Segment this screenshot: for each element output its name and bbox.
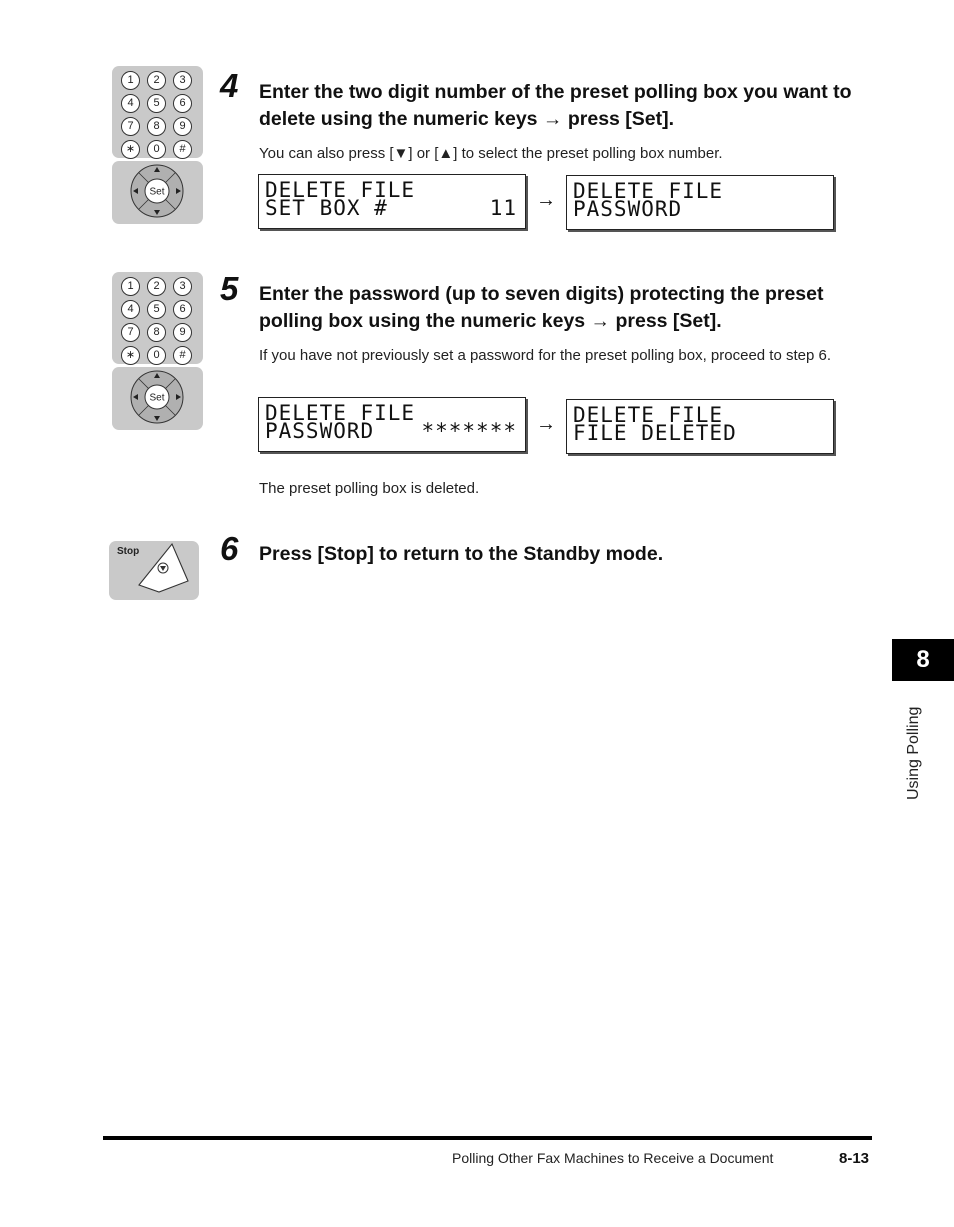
step-5-note: The preset polling box is deleted.	[259, 480, 480, 497]
key-star: ∗	[121, 346, 140, 365]
stop-button-illustration	[109, 541, 199, 600]
numeric-keypad-illustration	[112, 66, 203, 158]
step-4-body: You can also press [▼] or [▲] to select the preset polling box number.	[259, 145, 723, 162]
key-1: 1	[121, 277, 140, 296]
lcd-line-2: FILE DELETED	[573, 421, 737, 445]
set-dial-icon	[112, 161, 203, 224]
numeric-keypad-illustration	[112, 272, 203, 364]
step-6-heading: Press [Stop] to return to the Standby mode.	[259, 543, 664, 565]
chapter-side-label: Using Polling	[905, 706, 922, 800]
lcd-value: 11	[489, 196, 517, 220]
key-9: 9	[173, 117, 192, 136]
key-0: 0	[147, 140, 166, 159]
key-6: 6	[173, 300, 192, 319]
step-5-number: 5	[220, 270, 239, 307]
lcd-line-1: DELETE FILE	[265, 178, 416, 202]
lcd-line-2: PASSWORD	[573, 197, 683, 221]
key-7: 7	[121, 117, 140, 136]
key-hash: #	[173, 140, 192, 159]
key-9: 9	[173, 323, 192, 342]
lcd-line-1: DELETE FILE	[265, 401, 416, 425]
step-6-number: 6	[220, 530, 239, 567]
chapter-tab: 8	[892, 639, 954, 681]
key-8: 8	[147, 323, 166, 342]
arrow-icon: →	[536, 189, 556, 211]
key-1: 1	[121, 71, 140, 90]
key-5: 5	[147, 300, 166, 319]
step-5-heading: Enter the password (up to seven digits) protecting the preset polling box using the numeric keys → press [Set].	[259, 283, 824, 332]
arrow-icon: →	[536, 413, 556, 435]
key-2: 2	[147, 71, 166, 90]
key-hash: #	[173, 346, 192, 365]
key-7: 7	[121, 323, 140, 342]
key-3: 3	[173, 277, 192, 296]
lcd-screen-file-deleted	[566, 399, 834, 454]
lcd-screen-delete-file-set-box	[258, 174, 526, 229]
step-4-heading: Enter the two digit number of the preset polling box you want to delete using the numeric keys → press [Set].	[259, 81, 852, 130]
lcd-screen-delete-file-password	[566, 175, 834, 230]
set-button-illustration	[112, 367, 203, 430]
page-number: 8-13	[839, 1150, 870, 1167]
step-4-number: 4	[220, 67, 239, 104]
lcd-line-2: SET BOX #	[265, 196, 388, 220]
set-dial-icon	[112, 367, 203, 430]
set-button-illustration	[112, 161, 203, 224]
lcd-line-1: DELETE FILE	[573, 179, 724, 203]
set-label: Set	[149, 392, 165, 404]
step-5-body: If you have not previously set a password for the preset polling box, proceed to step 6.	[259, 347, 831, 364]
lcd-screen-delete-file-password-entry	[258, 397, 526, 452]
key-0: 0	[147, 346, 166, 365]
key-6: 6	[173, 94, 192, 113]
key-star: ∗	[121, 140, 140, 159]
lcd-line-1: DELETE FILE	[573, 403, 724, 427]
key-4: 4	[121, 94, 140, 113]
keypad-grid	[121, 71, 192, 159]
key-2: 2	[147, 277, 166, 296]
key-8: 8	[147, 117, 166, 136]
stop-key-icon	[109, 541, 199, 600]
lcd-value: *******	[421, 419, 517, 443]
stop-label: Stop	[117, 546, 140, 557]
key-4: 4	[121, 300, 140, 319]
keypad-grid	[121, 277, 192, 365]
footer-title: Polling Other Fax Machines to Receive a Document	[452, 1150, 774, 1166]
key-3: 3	[173, 71, 192, 90]
key-5: 5	[147, 94, 166, 113]
lcd-line-2: PASSWORD	[265, 419, 375, 443]
footer-rule	[103, 1136, 872, 1140]
set-label: Set	[149, 186, 165, 198]
